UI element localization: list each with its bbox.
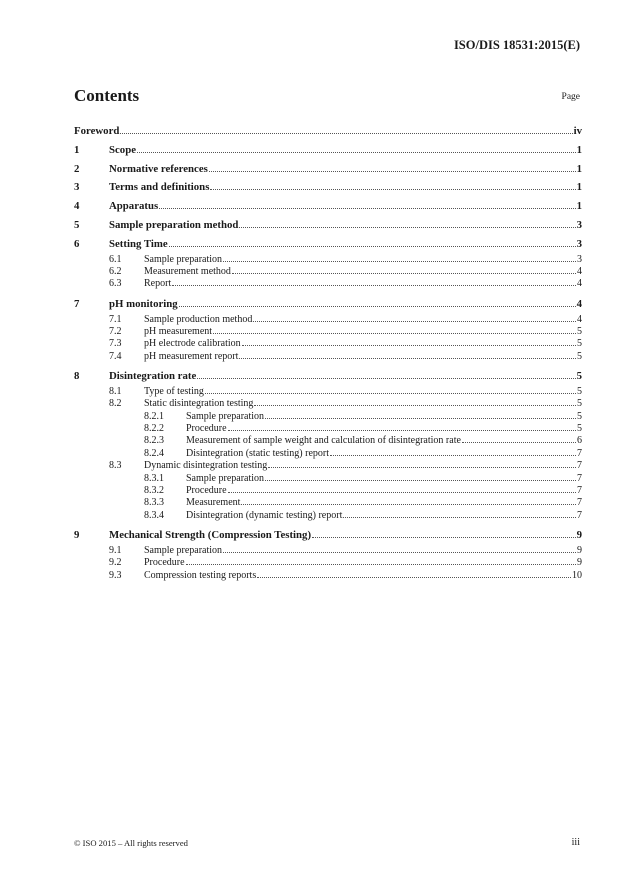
- toc-entry-page: 1: [576, 143, 582, 156]
- page-column-label: Page: [561, 92, 580, 102]
- dot-leader: [268, 466, 576, 468]
- toc-entry-page: 1: [576, 200, 582, 213]
- toc-entry-page: 5: [577, 385, 582, 397]
- toc-entry[interactable]: [74, 411, 582, 423]
- toc-entry-page: 7: [577, 509, 582, 521]
- toc-entry-page: 7: [577, 472, 582, 484]
- toc-entry[interactable]: [74, 235, 582, 254]
- toc-entry[interactable]: [74, 141, 582, 160]
- toc-entry[interactable]: [74, 351, 582, 363]
- dot-leader: [241, 503, 576, 505]
- toc-entry-title: Compression testing reports: [144, 569, 257, 581]
- toc-entry-title: Terms and definitions: [109, 181, 210, 194]
- toc-entry-title: Disintegration rate: [109, 370, 197, 383]
- toc-entry-number: 8.2.3: [144, 435, 164, 447]
- dot-leader: [242, 344, 576, 346]
- toc-entry-number: 8.3.2: [144, 485, 164, 497]
- dot-leader: [137, 151, 576, 153]
- dot-leader: [343, 516, 576, 518]
- toc-entry[interactable]: [74, 473, 582, 485]
- toc-entry-title: Static disintegration testing: [144, 398, 254, 410]
- toc-entry-title: Setting Time: [109, 237, 168, 250]
- toc-entry[interactable]: [74, 278, 582, 290]
- dot-leader: [197, 377, 575, 379]
- toc-entry[interactable]: [74, 295, 582, 314]
- toc-entry-number: 6: [74, 237, 80, 250]
- toc-entry-number: 8: [74, 370, 80, 383]
- toc-entry[interactable]: [74, 216, 582, 235]
- toc-entry-page: 9: [577, 545, 582, 556]
- dot-leader: [205, 392, 576, 394]
- toc-entry-title: Scope: [109, 143, 136, 156]
- toc-entry-number: 7.1: [109, 313, 122, 325]
- toc-entry[interactable]: [74, 197, 582, 216]
- dot-leader: [265, 417, 576, 419]
- toc-entry[interactable]: [74, 435, 582, 447]
- toc-entry-number: 9.2: [109, 557, 122, 569]
- toc-entry-title: Type of testing: [144, 385, 204, 397]
- toc-entry-number: 8.2: [109, 398, 122, 410]
- page-number: iii: [571, 837, 580, 848]
- toc-entry-number: 7: [74, 297, 80, 310]
- toc-entry-title: Measurement: [186, 497, 241, 509]
- dot-leader: [186, 563, 576, 565]
- toc-entry[interactable]: [74, 338, 582, 350]
- toc-entry-title: Normative references: [109, 162, 208, 175]
- toc-entry-page: 5: [577, 338, 582, 350]
- table-of-contents: [74, 122, 582, 582]
- toc-entry-page: 5: [576, 370, 582, 383]
- toc-entry-number: 7.3: [109, 338, 122, 350]
- toc-entry-page: 5: [577, 350, 582, 362]
- dot-leader: [228, 429, 576, 431]
- dot-leader: [210, 188, 575, 190]
- dot-leader: [239, 226, 575, 228]
- toc-entry-title: Procedure: [144, 557, 185, 569]
- toc-entry-title: Sample production method: [144, 313, 253, 325]
- toc-entry-title: Foreword: [74, 125, 120, 137]
- toc-entry-number: 8.2.2: [144, 423, 164, 435]
- dot-leader: [209, 170, 576, 172]
- toc-entry-title: Measurement of sample weight and calculation of disintegration rate: [186, 435, 461, 447]
- toc-entry-number: 6.3: [109, 278, 122, 290]
- toc-entry-page: 5: [577, 325, 582, 337]
- toc-entry[interactable]: [74, 423, 582, 435]
- toc-entry-number: 3: [74, 181, 80, 194]
- toc-entry[interactable]: [74, 526, 582, 545]
- toc-entry-title: Disintegration (dynamic testing) report: [186, 509, 343, 521]
- toc-entry-title: Report: [144, 278, 172, 290]
- toc-entry-number: 5: [74, 218, 80, 231]
- toc-entry-title: pH monitoring: [109, 297, 178, 310]
- toc-entry-title: Apparatus: [109, 200, 159, 213]
- toc-entry-page: 3: [576, 218, 582, 231]
- toc-entry-page: 9: [576, 529, 582, 542]
- dot-leader: [169, 245, 576, 247]
- dot-leader: [179, 305, 576, 307]
- toc-entry[interactable]: [74, 314, 582, 326]
- toc-entry[interactable]: [74, 178, 582, 197]
- toc-entry-page: 1: [576, 162, 582, 175]
- toc-entry-number: 8.3.4: [144, 509, 164, 521]
- dot-leader: [120, 132, 572, 134]
- dot-leader: [223, 260, 576, 262]
- toc-entry[interactable]: [74, 122, 582, 141]
- toc-entry-page: 10: [572, 569, 582, 581]
- toc-entry-title: Disintegration (static testing) report: [186, 447, 330, 459]
- toc-entry-number: 7.4: [109, 350, 122, 362]
- page-title: Contents: [74, 86, 140, 105]
- toc-entry-page: 7: [577, 447, 582, 459]
- toc-entry-title: pH measurement: [144, 325, 213, 337]
- toc-entry-title: Sample preparation: [144, 545, 223, 556]
- toc-entry-number: 8.3.3: [144, 497, 164, 509]
- dot-leader: [223, 551, 576, 553]
- toc-entry[interactable]: [74, 326, 582, 338]
- toc-entry-number: 1: [74, 143, 80, 156]
- toc-entry-number: 8.2.4: [144, 447, 164, 459]
- dot-leader: [257, 576, 571, 578]
- toc-entry-number: 2: [74, 162, 80, 175]
- dot-leader: [254, 404, 576, 406]
- toc-entry[interactable]: [74, 557, 582, 569]
- dot-leader: [253, 320, 576, 322]
- dot-leader: [265, 479, 576, 481]
- toc-entry-number: 9.1: [109, 545, 122, 556]
- dot-leader: [239, 357, 576, 359]
- toc-entry-page: 6: [577, 435, 582, 447]
- toc-entry-title: Sample preparation: [144, 253, 223, 265]
- toc-entry-page: 3: [577, 253, 582, 265]
- toc-entry-number: 7.2: [109, 325, 122, 337]
- toc-entry-number: 8.3: [109, 460, 122, 472]
- toc-entry[interactable]: [74, 448, 582, 460]
- toc-entry-page: 5: [577, 410, 582, 422]
- dot-leader: [462, 441, 576, 443]
- toc-entry-title: Sample preparation method: [109, 218, 239, 231]
- toc-entry-number: 9: [74, 529, 80, 542]
- toc-entry-page: 7: [577, 485, 582, 497]
- toc-entry-title: Mechanical Strength (Compression Testing): [109, 529, 312, 542]
- dot-leader: [232, 272, 576, 274]
- toc-entry[interactable]: [74, 460, 582, 472]
- toc-entry[interactable]: [74, 570, 582, 582]
- toc-entry-page: 9: [577, 557, 582, 569]
- copyright-notice: © ISO 2015 – All rights reserved: [74, 838, 188, 848]
- toc-entry[interactable]: [74, 545, 582, 557]
- toc-entry-title: Procedure: [186, 423, 227, 435]
- toc-entry-page: iv: [573, 125, 582, 137]
- toc-entry-page: 4: [576, 297, 582, 310]
- dot-leader: [330, 454, 576, 456]
- toc-entry-page: 1: [576, 181, 582, 194]
- toc-entry-title: Dynamic disintegration testing: [144, 460, 268, 472]
- dot-leader: [172, 284, 576, 286]
- toc-entry-page: 7: [577, 460, 582, 472]
- toc-entry[interactable]: [74, 160, 582, 179]
- toc-entry[interactable]: [74, 510, 582, 522]
- toc-entry-title: pH measurement report: [144, 350, 239, 362]
- toc-entry-number: 6.2: [109, 265, 122, 277]
- toc-entry-number: 4: [74, 200, 80, 213]
- toc-entry-title: pH electrode calibration: [144, 338, 241, 350]
- toc-entry-page: 5: [577, 398, 582, 410]
- toc-entry[interactable]: [74, 266, 582, 278]
- toc-entry-page: 5: [577, 423, 582, 435]
- toc-entry[interactable]: [74, 254, 582, 266]
- document-id: ISO/DIS 18531:2015(E): [453, 38, 580, 52]
- toc-entry-number: 8.1: [109, 385, 122, 397]
- dot-leader: [312, 536, 576, 538]
- toc-entry-title: Measurement method: [144, 265, 231, 277]
- toc-entry[interactable]: [74, 367, 582, 386]
- toc-entry-title: Sample preparation: [186, 410, 265, 422]
- toc-entry-number: 8.3.1: [144, 472, 164, 484]
- toc-entry-title: Sample preparation: [186, 472, 265, 484]
- toc-entry-number: 8.2.1: [144, 410, 164, 422]
- toc-entry-page: 4: [577, 313, 582, 325]
- toc-entry-page: 4: [577, 265, 582, 277]
- toc-entry-page: 7: [577, 497, 582, 509]
- toc-entry[interactable]: [74, 485, 582, 497]
- dot-leader: [159, 207, 575, 209]
- dot-leader: [213, 332, 576, 334]
- toc-entry-number: 9.3: [109, 569, 122, 581]
- toc-entry-number: 6.1: [109, 253, 122, 265]
- toc-entry[interactable]: [74, 398, 582, 410]
- toc-entry-page: 4: [577, 278, 582, 290]
- toc-entry[interactable]: [74, 497, 582, 509]
- toc-entry-title: Procedure: [186, 485, 227, 497]
- dot-leader: [228, 491, 576, 493]
- toc-entry[interactable]: [74, 386, 582, 398]
- toc-entry-page: 3: [576, 237, 582, 250]
